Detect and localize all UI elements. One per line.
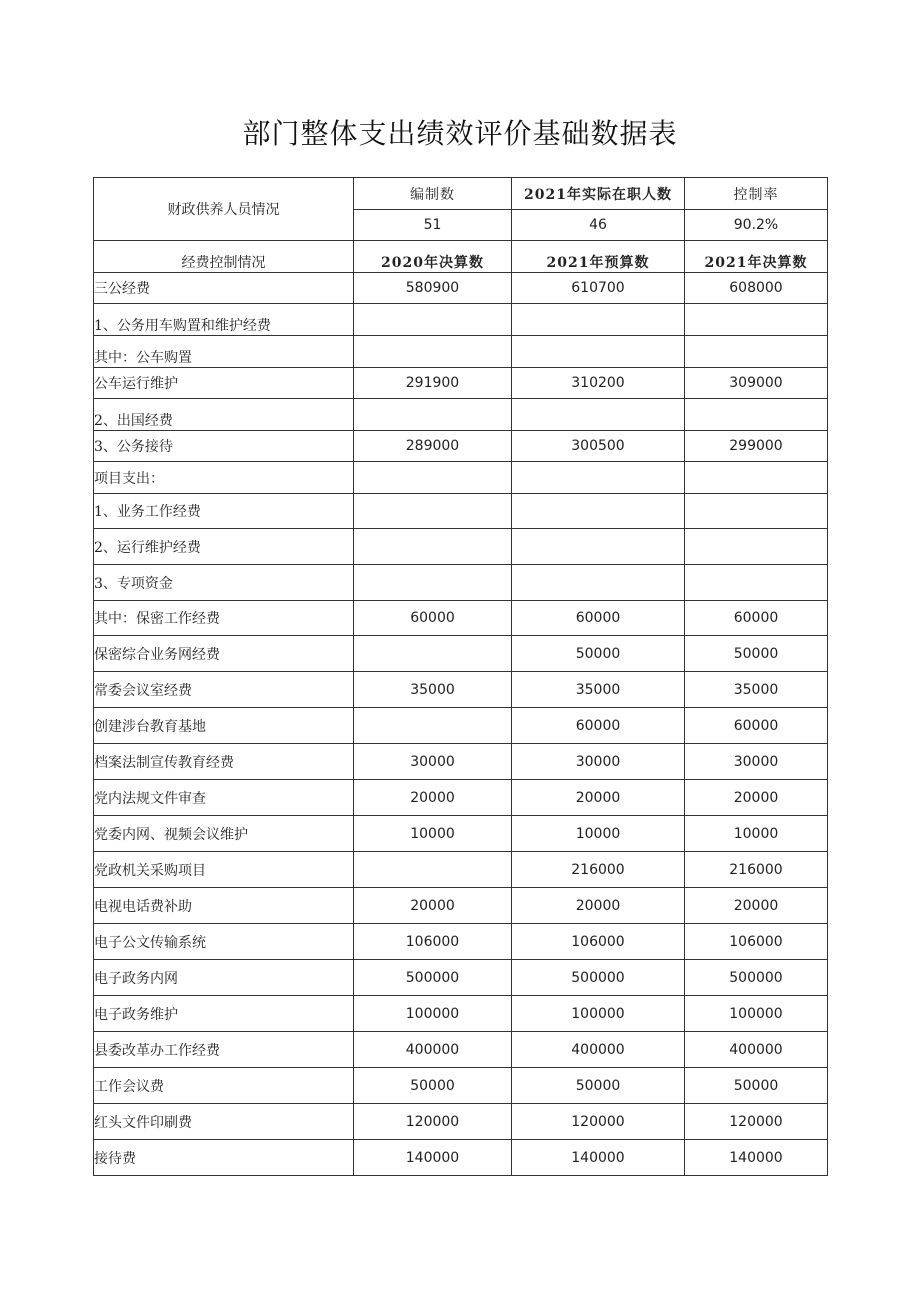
row-label: 1、公务用车购置和维护经费 bbox=[94, 304, 354, 336]
row-label: 党委内网、视频会议维护 bbox=[94, 816, 354, 852]
cell-2021-budget: 500000 bbox=[512, 960, 685, 996]
value-authorized: 51 bbox=[354, 210, 512, 241]
table-row bbox=[94, 462, 828, 494]
value-control-rate: 90.2% bbox=[685, 210, 828, 241]
cell-2020-final: 10000 bbox=[354, 816, 512, 852]
cell-2021-budget bbox=[512, 304, 685, 336]
cell-2021-final: 50000 bbox=[685, 636, 828, 672]
table-row bbox=[94, 960, 828, 996]
cell-2021-final bbox=[685, 399, 828, 431]
row-label: 2、出国经费 bbox=[94, 399, 354, 431]
table-row bbox=[94, 431, 828, 462]
table-row bbox=[94, 636, 828, 672]
cell-2021-final: 35000 bbox=[685, 672, 828, 708]
cell-2020-final bbox=[354, 708, 512, 744]
cell-2021-final bbox=[685, 565, 828, 601]
row-label: 电子公文传输系统 bbox=[94, 924, 354, 960]
cell-2021-budget: 400000 bbox=[512, 1032, 685, 1068]
table-row bbox=[94, 1104, 828, 1140]
cell-2021-budget: 20000 bbox=[512, 888, 685, 924]
funds-label: 经费控制情况 bbox=[94, 241, 354, 273]
cell-2020-final: 35000 bbox=[354, 672, 512, 708]
staff-label: 财政供养人员情况 bbox=[94, 178, 354, 241]
cell-2021-budget: 50000 bbox=[512, 1068, 685, 1104]
cell-2021-final: 299000 bbox=[685, 431, 828, 462]
table-row bbox=[94, 336, 828, 368]
data-table bbox=[93, 177, 828, 1176]
cell-2021-budget: 140000 bbox=[512, 1140, 685, 1176]
row-label: 其中：公车购置 bbox=[94, 336, 354, 368]
cell-2021-budget: 216000 bbox=[512, 852, 685, 888]
cell-2021-final: 400000 bbox=[685, 1032, 828, 1068]
cell-2021-final: 500000 bbox=[685, 960, 828, 996]
table-row bbox=[94, 996, 828, 1032]
cell-2021-final bbox=[685, 529, 828, 565]
cell-2021-budget: 30000 bbox=[512, 744, 685, 780]
cell-2021-budget bbox=[512, 494, 685, 529]
row-label: 档案法制宣传教育经费 bbox=[94, 744, 354, 780]
row-label: 3、公务接待 bbox=[94, 431, 354, 462]
header-control-rate: 控制率 bbox=[685, 178, 828, 210]
table-row bbox=[94, 565, 828, 601]
table-row bbox=[94, 601, 828, 636]
table-row bbox=[94, 672, 828, 708]
cell-2021-budget bbox=[512, 399, 685, 431]
table-row bbox=[94, 529, 828, 565]
value-actual-staff: 46 bbox=[512, 210, 685, 241]
row-label: 公车运行维护 bbox=[94, 368, 354, 399]
table-row bbox=[94, 399, 828, 431]
row-label: 常委会议室经费 bbox=[94, 672, 354, 708]
cell-2021-budget bbox=[512, 565, 685, 601]
cell-2021-final: 60000 bbox=[685, 708, 828, 744]
cell-2020-final bbox=[354, 462, 512, 494]
header-authorized: 编制数 bbox=[354, 178, 512, 210]
row-label: 电子政务维护 bbox=[94, 996, 354, 1032]
cell-2021-budget: 310200 bbox=[512, 368, 685, 399]
cell-2021-final: 10000 bbox=[685, 816, 828, 852]
cell-2020-final: 289000 bbox=[354, 431, 512, 462]
row-label: 2、运行维护经费 bbox=[94, 529, 354, 565]
cell-2021-final: 20000 bbox=[685, 780, 828, 816]
row-label: 电子政务内网 bbox=[94, 960, 354, 996]
table-row bbox=[94, 780, 828, 816]
page-title: 部门整体支出绩效评价基础数据表 bbox=[242, 117, 678, 150]
cell-2021-final bbox=[685, 462, 828, 494]
cell-2020-final: 106000 bbox=[354, 924, 512, 960]
cell-2021-budget: 60000 bbox=[512, 601, 685, 636]
table-row bbox=[94, 273, 828, 304]
cell-2020-final bbox=[354, 852, 512, 888]
cell-2021-final: 309000 bbox=[685, 368, 828, 399]
cell-2021-budget: 50000 bbox=[512, 636, 685, 672]
cell-2020-final bbox=[354, 304, 512, 336]
table-row bbox=[94, 368, 828, 399]
row-label: 1、业务工作经费 bbox=[94, 494, 354, 529]
table-row bbox=[94, 1140, 828, 1176]
row-label: 县委改革办工作经费 bbox=[94, 1032, 354, 1068]
cell-2021-budget bbox=[512, 529, 685, 565]
table-row bbox=[94, 816, 828, 852]
cell-2020-final bbox=[354, 336, 512, 368]
cell-2021-final: 30000 bbox=[685, 744, 828, 780]
cell-2021-budget: 106000 bbox=[512, 924, 685, 960]
cell-2020-final bbox=[354, 636, 512, 672]
table-row bbox=[94, 888, 828, 924]
row-label: 接待费 bbox=[94, 1140, 354, 1176]
row-label: 党内法规文件审查 bbox=[94, 780, 354, 816]
row-label: 电视电话费补助 bbox=[94, 888, 354, 924]
cell-2020-final: 400000 bbox=[354, 1032, 512, 1068]
cell-2021-budget: 60000 bbox=[512, 708, 685, 744]
cell-2020-final: 60000 bbox=[354, 601, 512, 636]
cell-2021-final: 608000 bbox=[685, 273, 828, 304]
cell-2021-budget bbox=[512, 336, 685, 368]
cell-2020-final: 140000 bbox=[354, 1140, 512, 1176]
table-row bbox=[94, 494, 828, 529]
row-label: 红头文件印刷费 bbox=[94, 1104, 354, 1140]
row-label: 三公经费 bbox=[94, 273, 354, 304]
cell-2021-budget: 20000 bbox=[512, 780, 685, 816]
row-label: 创建涉台教育基地 bbox=[94, 708, 354, 744]
cell-2020-final: 500000 bbox=[354, 960, 512, 996]
cell-2021-budget: 300500 bbox=[512, 431, 685, 462]
cell-2020-final: 100000 bbox=[354, 996, 512, 1032]
cell-2021-final bbox=[685, 494, 828, 529]
table-row bbox=[94, 924, 828, 960]
row-label: 党政机关采购项目 bbox=[94, 852, 354, 888]
row-label: 保密综合业务网经费 bbox=[94, 636, 354, 672]
cell-2021-final: 216000 bbox=[685, 852, 828, 888]
row-label: 其中：保密工作经费 bbox=[94, 601, 354, 636]
table-row bbox=[94, 852, 828, 888]
cell-2021-budget: 10000 bbox=[512, 816, 685, 852]
cell-2020-final: 20000 bbox=[354, 888, 512, 924]
cell-2021-budget: 100000 bbox=[512, 996, 685, 1032]
row-label: 项目支出： bbox=[94, 462, 354, 494]
cell-2020-final bbox=[354, 494, 512, 529]
cell-2021-final: 140000 bbox=[685, 1140, 828, 1176]
table-row bbox=[94, 708, 828, 744]
cell-2021-final: 20000 bbox=[685, 888, 828, 924]
header-2020-final: 2020年决算数 bbox=[354, 241, 512, 273]
cell-2020-final: 291900 bbox=[354, 368, 512, 399]
cell-2020-final: 50000 bbox=[354, 1068, 512, 1104]
cell-2021-final: 50000 bbox=[685, 1068, 828, 1104]
cell-2021-budget bbox=[512, 462, 685, 494]
cell-2021-final bbox=[685, 304, 828, 336]
cell-2020-final bbox=[354, 529, 512, 565]
table-row bbox=[94, 304, 828, 336]
cell-2021-final: 120000 bbox=[685, 1104, 828, 1140]
cell-2020-final bbox=[354, 565, 512, 601]
cell-2021-final: 60000 bbox=[685, 601, 828, 636]
header-2021-final: 2021年决算数 bbox=[685, 241, 828, 273]
cell-2021-budget: 35000 bbox=[512, 672, 685, 708]
cell-2021-final: 106000 bbox=[685, 924, 828, 960]
table-row bbox=[94, 744, 828, 780]
header-actual-staff: 2021年实际在职人数 bbox=[512, 178, 685, 210]
row-label: 工作会议费 bbox=[94, 1068, 354, 1104]
header-2021-budget: 2021年预算数 bbox=[512, 241, 685, 273]
cell-2020-final: 580900 bbox=[354, 273, 512, 304]
cell-2021-budget: 120000 bbox=[512, 1104, 685, 1140]
cell-2021-final: 100000 bbox=[685, 996, 828, 1032]
cell-2020-final: 30000 bbox=[354, 744, 512, 780]
row-label: 3、专项资金 bbox=[94, 565, 354, 601]
cell-2021-final bbox=[685, 336, 828, 368]
cell-2020-final: 20000 bbox=[354, 780, 512, 816]
cell-2020-final bbox=[354, 399, 512, 431]
table-row bbox=[94, 1068, 828, 1104]
cell-2020-final: 120000 bbox=[354, 1104, 512, 1140]
table-row bbox=[94, 1032, 828, 1068]
cell-2021-budget: 610700 bbox=[512, 273, 685, 304]
